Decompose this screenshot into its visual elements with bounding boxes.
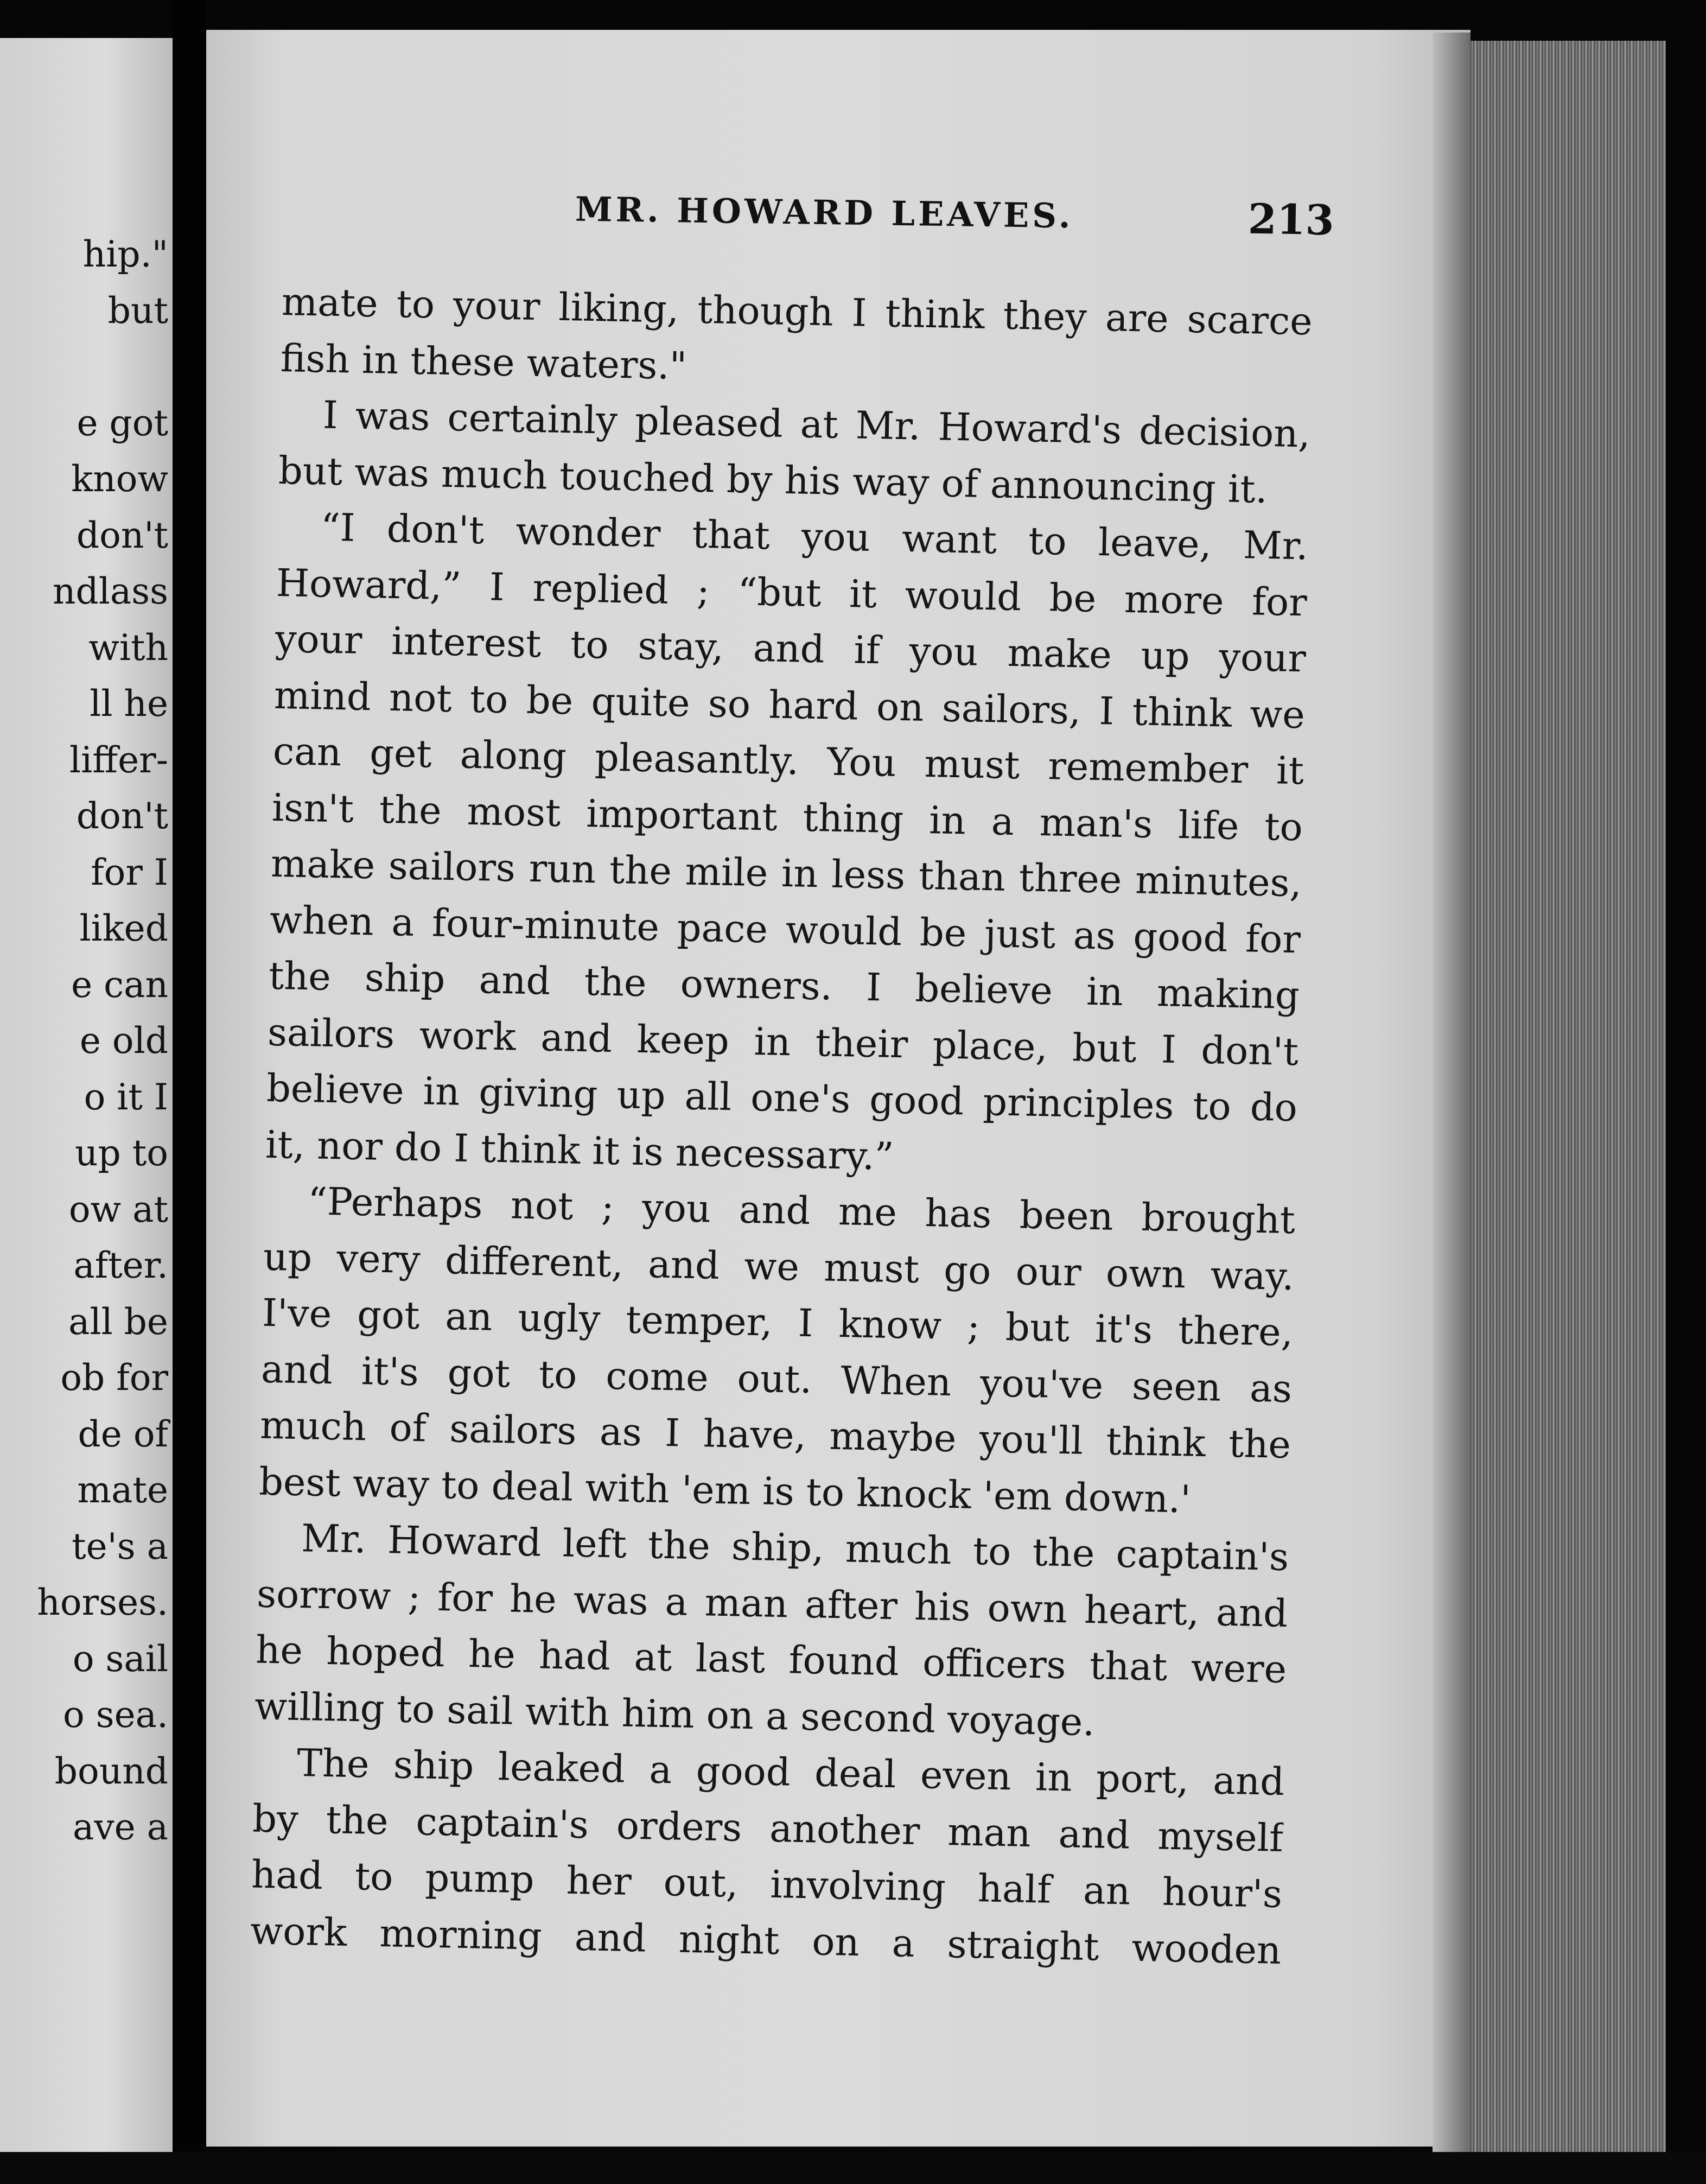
left-page-line: for I [91, 851, 168, 893]
left-page-line: but [107, 289, 168, 332]
left-page-line: de of [78, 1413, 168, 1455]
scan-bottom-edge [0, 2152, 1706, 2184]
text-line: make sailors run the mile in less than three minutes, [270, 841, 1302, 906]
text-line: The ship leaked a good deal even in port, and [296, 1741, 1285, 1804]
text-line: the ship and the owners. I believe in making [268, 953, 1300, 1018]
left-page-line: ndlass [53, 570, 168, 612]
text-line: best way to deal with 'em is to knock 'em down.' [258, 1459, 1192, 1522]
text-line: it, nor do I think it is necessary.” [265, 1122, 895, 1179]
left-page-line: ow at [68, 1188, 168, 1230]
text-line: believe in giving up all one's good principles to do [266, 1065, 1298, 1131]
text-line: can get along pleasantly. You must remember it [272, 728, 1304, 793]
left-page-line: with [88, 626, 168, 669]
text-line: I was certainly pleased at Mr. Howard's decision, [322, 392, 1311, 456]
left-page-line: o sail [72, 1637, 168, 1680]
text-line: but was much touched by his way of announcing it. [278, 448, 1268, 512]
left-page-line: e can [71, 963, 168, 1006]
left-page-line: mate [77, 1469, 168, 1511]
left-page-line: o sea. [63, 1694, 168, 1736]
page-edge-shadow [1433, 33, 1471, 2155]
left-page-line: after. [73, 1245, 168, 1286]
left-page-line: liffer- [69, 739, 168, 781]
left-page-line: te's a [72, 1525, 168, 1567]
page-edges-stack [1471, 41, 1666, 2157]
text-line: had to pump her out, involving half an hour's [251, 1852, 1283, 1916]
left-page-line: e got [77, 402, 168, 444]
left-page-line: ll he [90, 683, 168, 725]
text-line: he hoped he had at last found officers that were [255, 1627, 1287, 1692]
running-head: MR. HOWARD LEAVES. [575, 189, 1074, 236]
left-page-line: don't [76, 514, 168, 556]
text-line: up very different, and we must go our own way. [263, 1234, 1295, 1299]
left-page-line: liked [79, 907, 168, 949]
book-gutter [173, 0, 206, 2184]
text-line: work morning and night on a straight wooden [250, 1908, 1282, 1973]
text-line: your interest to stay, and if you make up your [275, 616, 1307, 681]
left-page-line: hip." [82, 233, 168, 275]
text-line: willing to sail with him on a second voyage. [254, 1684, 1096, 1744]
text-line: “I don't wonder that you want to leave, Mr. [320, 505, 1309, 569]
left-page-line: don't [76, 795, 168, 837]
text-line: I've got an ugly temper, I know ; but it's there, [262, 1290, 1294, 1355]
left-page-line: o it I [84, 1076, 168, 1118]
text-line: and it's got to come out. When you've seen as [260, 1347, 1293, 1411]
text-line: sailors work and keep in their place, but I don't [267, 1010, 1299, 1074]
left-page-line: bound [54, 1750, 168, 1792]
text-line: “Perhaps not ; you and me has been brought [307, 1179, 1296, 1243]
text-line: mate to your liking, though I think they are scarce [281, 279, 1313, 344]
left-page-line: ave a [72, 1806, 168, 1848]
left-page-line: e old [79, 1020, 168, 1062]
text-line: when a four-minute pace would be just as good for [269, 897, 1301, 962]
text-line: by the captain's orders another man and myself [252, 1795, 1284, 1861]
text-line: sorrow ; for he was a man after his own heart, and [256, 1571, 1288, 1636]
page-number: 213 [1247, 194, 1335, 245]
text-line: mind not to be quite so hard on sailors, I think we [273, 672, 1306, 737]
text-line: Howard,” I replied ; “but it would be more for [276, 560, 1308, 625]
left-page-line: know [71, 458, 168, 500]
left-page-line: horses. [37, 1582, 168, 1623]
text-line: isn't the most important thing in a man's life to [271, 785, 1303, 849]
left-facing-page [0, 38, 173, 2155]
text-line: fish in these waters." [280, 335, 688, 388]
left-page-line: ob for [60, 1357, 168, 1399]
left-page-line: all be [68, 1300, 168, 1343]
body-text [250, 274, 1313, 1979]
left-page-line: up to [75, 1132, 168, 1174]
text-line: Mr. Howard left the ship, much to the captain's [301, 1516, 1289, 1580]
text-line: much of sailors as I have, maybe you'll think the [259, 1402, 1291, 1468]
